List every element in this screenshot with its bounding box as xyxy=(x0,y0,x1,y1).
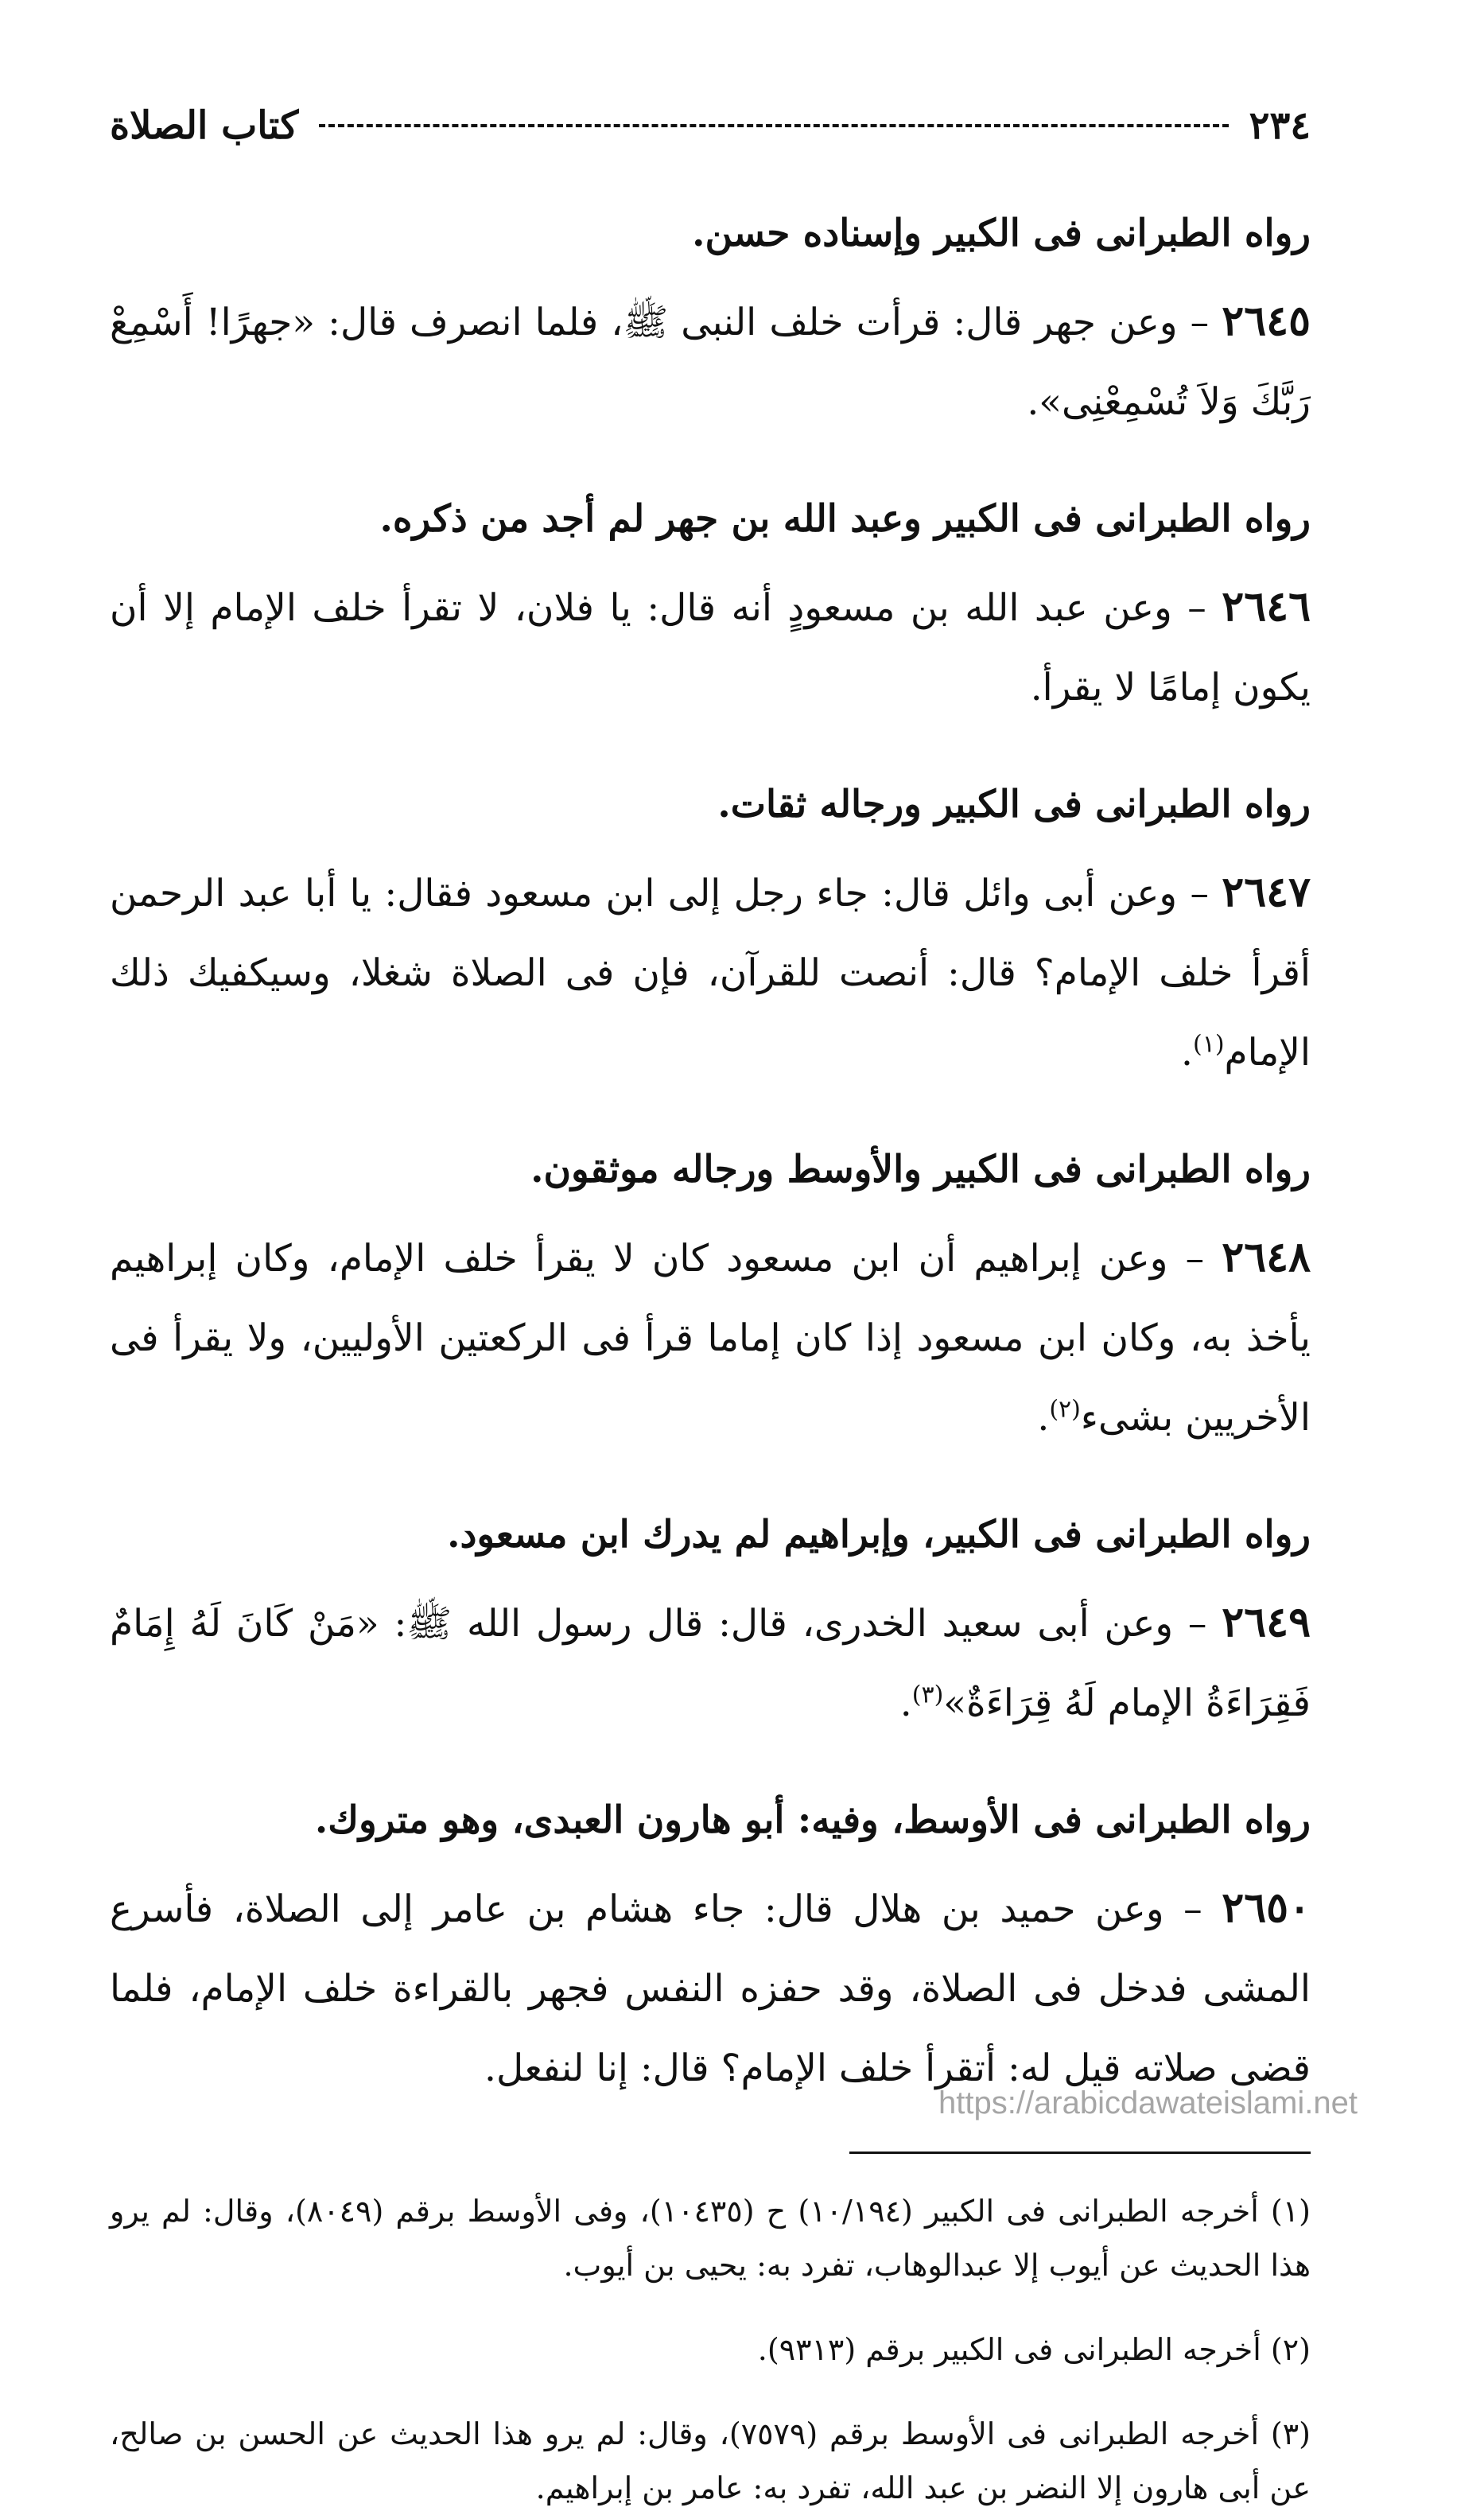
hadith-number: ٢٦٤٥ xyxy=(1222,297,1311,345)
header-dashed-rule xyxy=(319,124,1228,127)
source-note: رواه الطبرانى فى الأوسط، وفيه: أبو هارون العبدى، وهو متروك. xyxy=(314,1798,1311,1842)
source-note: رواه الطبرانى فى الكبير، وإبراهيم لم يدرك ابن مسعود. xyxy=(447,1513,1311,1557)
hadith-number: ٢٦٥٠ xyxy=(1222,1883,1311,1932)
footnote-3: (٣) أخرجه الطبرانى فى الأوسط برقم (٧٥٧٩)، وقال: لم يرو هذا الحديث عن الحسن بن صالح، عن أبى هارون إلا النضر بن عبد الله، تفرد به: عامر بن إبراهيم. xyxy=(110,2416,1311,2505)
hadith-entry: ٢٦٤٧ – وعن أبى وائل قال: جاء رجل إلى ابن مسعود فقال: يا أبا عبد الرحمن أقرأ خلف الإمام؟ قال: أنصت للقرآن، فإن فى الصلاة شغلا، وسيكفيك ذلك الإمام$^{(١)}$. xyxy=(110,868,1311,1075)
hadith-text: – وعن إبراهيم أن ابن مسعود كان لا يقرأ خلف الإمام، وكان إبراهيم يأخذ به، وكان ابن مسعود إذا كان إماما قرأ فى الركعتين الأوليين، ولا يقرأ فى الأخريين بشىء xyxy=(110,1237,1311,1440)
source-note: رواه الطبرانى فى الكبير ورجاله ثقات. xyxy=(717,783,1311,826)
footnote-ref[interactable]: (١) xyxy=(1192,1030,1225,1059)
hadith-entry: ٢٦٤٩ – وعن أبى سعيد الخدرى، قال: قال رسول الله ﷺ: «مَنْ كَانَ لَهُ إِمَامٌ فَقِرَاءَةُ الإمام لَهُ قِرَاءَةٌ»$^{(٣)}$. xyxy=(110,1598,1311,1725)
main-text xyxy=(110,194,1311,2109)
footnote-2: (٢) أخرجه الطبرانى فى الكبير برقم (٩٣١٣). xyxy=(757,2332,1311,2367)
hadith-entry: ٢٦٤٨ – وعن إبراهيم أن ابن مسعود كان لا يقرأ خلف الإمام، وكان إبراهيم يأخذ به، وكان ابن مسعود إذا كان إماما قرأ فى الركعتين الأوليين، ولا يقرأ فى الأخريين بشىء$^{(٢)}$. xyxy=(110,1233,1311,1440)
hadith-number: ٢٦٤٦ xyxy=(1222,582,1311,631)
hadith-text: – وعن أبى سعيد الخدرى، قال: قال رسول الله ﷺ: «مَنْ كَانَ لَهُ إِمَامٌ فَقِرَاءَةُ الإمام لَهُ قِرَاءَةٌ» xyxy=(110,1602,1311,1725)
hadith-number: ٢٦٤٩ xyxy=(1222,1598,1311,1646)
hadith-entry xyxy=(110,282,1311,442)
hadith-entry xyxy=(110,567,1311,728)
hadith-number: ٢٦٤٨ xyxy=(1222,1233,1311,1281)
footnote-divider xyxy=(849,2152,1311,2154)
hadith-text: – وعن عبد الله بن مسعودٍ أنه قال: يا فلان، لا تقرأ خلف الإمام إلا أن يكون إمامًا لا يقرأ. xyxy=(110,586,1311,709)
source-note: رواه الطبرانى فى الكبير وعبد الله بن جهر لم أجد من ذكره. xyxy=(379,497,1311,541)
footnote-ref[interactable]: (٢) xyxy=(1049,1395,1081,1424)
hadith-text: – وعن أبى وائل قال: جاء رجل إلى ابن مسعود فقال: يا أبا عبد الرحمن أقرأ خلف الإمام؟ قال: أنصت للقرآن، فإن فى الصلاة شغلا، وسيكفيك ذلك الإمام xyxy=(110,872,1311,1075)
hadith-entry xyxy=(110,1868,1311,2109)
footnote-1: (١) أخرجه الطبرانى فى الكبير (١٠/١٩٤) ح (١٠٤٣٥)، وفى الأوسط برقم (٨٠٤٩)، وقال: لم يرو هذا الحديث عن أيوب إلا عبدالوهاب، تفرد به: يحيى بن أيوب. xyxy=(110,2194,1311,2283)
footnote-ref[interactable]: (٣) xyxy=(911,1681,944,1709)
hadith-text: – وعن حميد بن هلال قال: جاء هشام بن عامر إلى الصلاة، فأسرع المشى فدخل فى الصلاة، وقد حفزه النفس فجهر بالقراءة خلف الإمام، فلما قضى صلاته قيل له: أتقرأ خلف الإمام؟ قال: إنا لنفعل. xyxy=(110,1887,1311,2090)
running-header xyxy=(110,94,1311,157)
page-number: ٢٣٤ xyxy=(1249,103,1311,148)
book-title: كتاب الصلاة xyxy=(110,103,299,148)
watermark-url: https://arabicdawateislami.net xyxy=(938,2085,1358,2120)
footnotes xyxy=(110,2184,1311,2515)
hadith-number: ٢٦٤٧ xyxy=(1222,868,1311,916)
source-note: رواه الطبرانى فى الكبير والأوسط ورجاله موثقون. xyxy=(530,1148,1311,1191)
hadith-text: – وعن جهر قال: قرأت خلف النبى ﷺ، فلما انصرف قال: «جهرًا! أَسْمِعْ رَبَّكَ وَلاَ تُسْمِعْنِى». xyxy=(110,301,1311,424)
source-note: رواه الطبرانى فى الكبير وإسناده حسن. xyxy=(692,212,1311,255)
